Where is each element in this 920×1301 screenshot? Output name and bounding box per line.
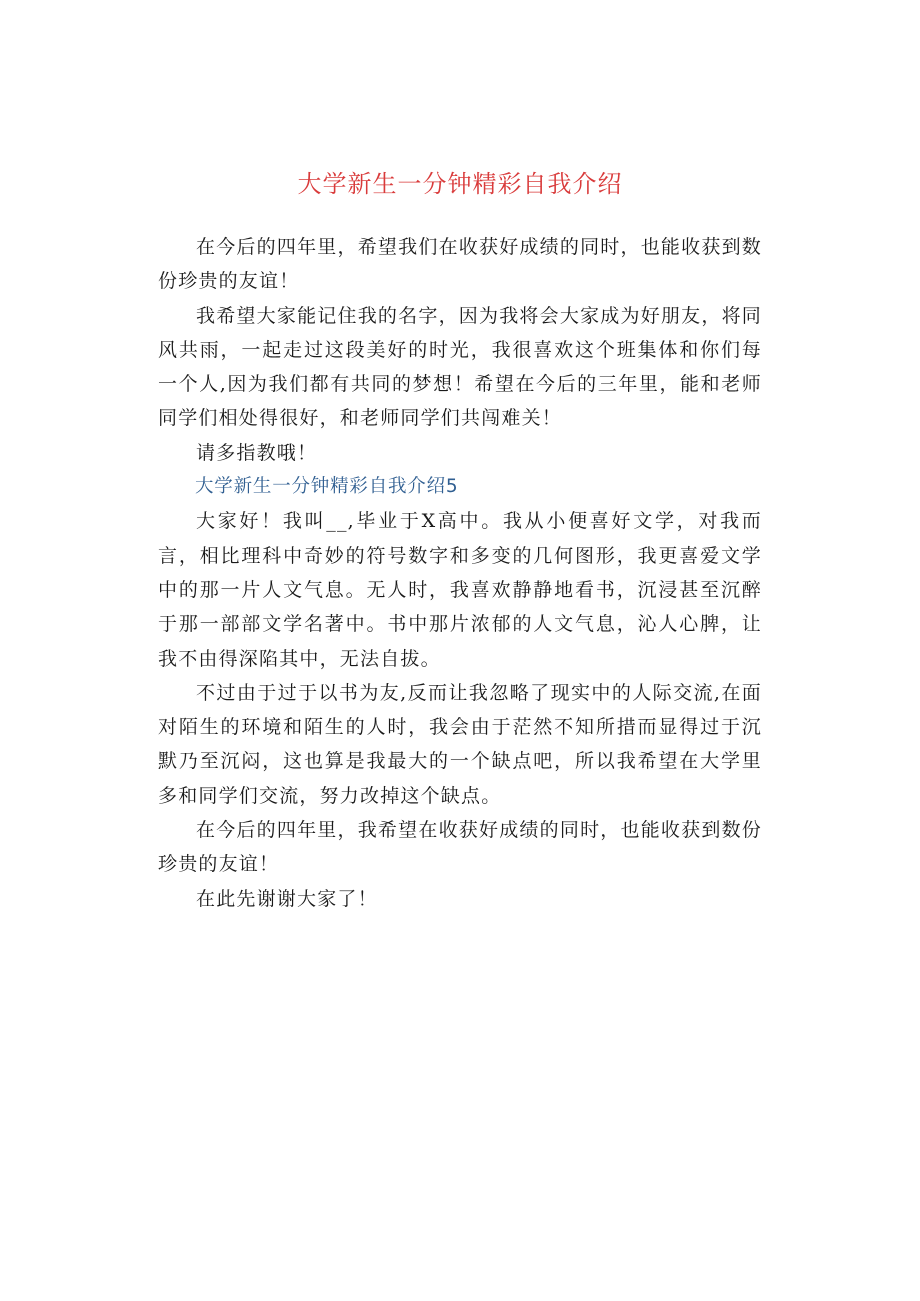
section-heading: 大学新生一分钟精彩自我介绍5 [195, 476, 459, 498]
document-body [158, 230, 762, 916]
paragraph: 在今后的四年里，希望我们在收获好成绩的同时，也能收获到数份珍贵的友谊！ [158, 236, 762, 293]
document-title: 大学新生一分钟精彩自我介绍 [297, 170, 623, 198]
paragraph: 我希望大家能记住我的名字，因为我将会大家成为好朋友，将同风共雨，一起走过这段美好的时光，我很喜欢这个班集体和你们每一个人,因为我们都有共同的梦想！希望在今后的三年里，能和老师同学们相处得很好，和老师同学们共闯难关！ [158, 304, 762, 430]
paragraph: 在今后的四年里，我希望在收获好成绩的同时，也能收获到数份珍贵的友谊！ [158, 819, 762, 876]
paragraph: 请多指教哦！ [196, 441, 318, 464]
paragraph: 在此先谢谢大家了！ [196, 887, 378, 910]
paragraph: 不过由于过于以书为友,反而让我忽略了现实中的人际交流,在面对陌生的环境和陌生的人时，我会由于茫然不知所措而显得过于沉默乃至沉闷，这也算是我最大的一个缺点吧，所以我希望在大学里多和同学们交流，努力改掉这个缺点。 [158, 681, 762, 807]
paragraph: 大家好！我叫__,毕业于X高中。我从小便喜好文学，对我而言，相比理科中奇妙的符号数字和多变的几何图形，我更喜爱文学中的那一片人文气息。无人时，我喜欢静静地看书，沉浸甚至沉醉于那一部部文学名著中。书中那片浓郁的人文气息，沁人心脾，让我不由得深陷其中，无法自拔。 [158, 510, 762, 670]
